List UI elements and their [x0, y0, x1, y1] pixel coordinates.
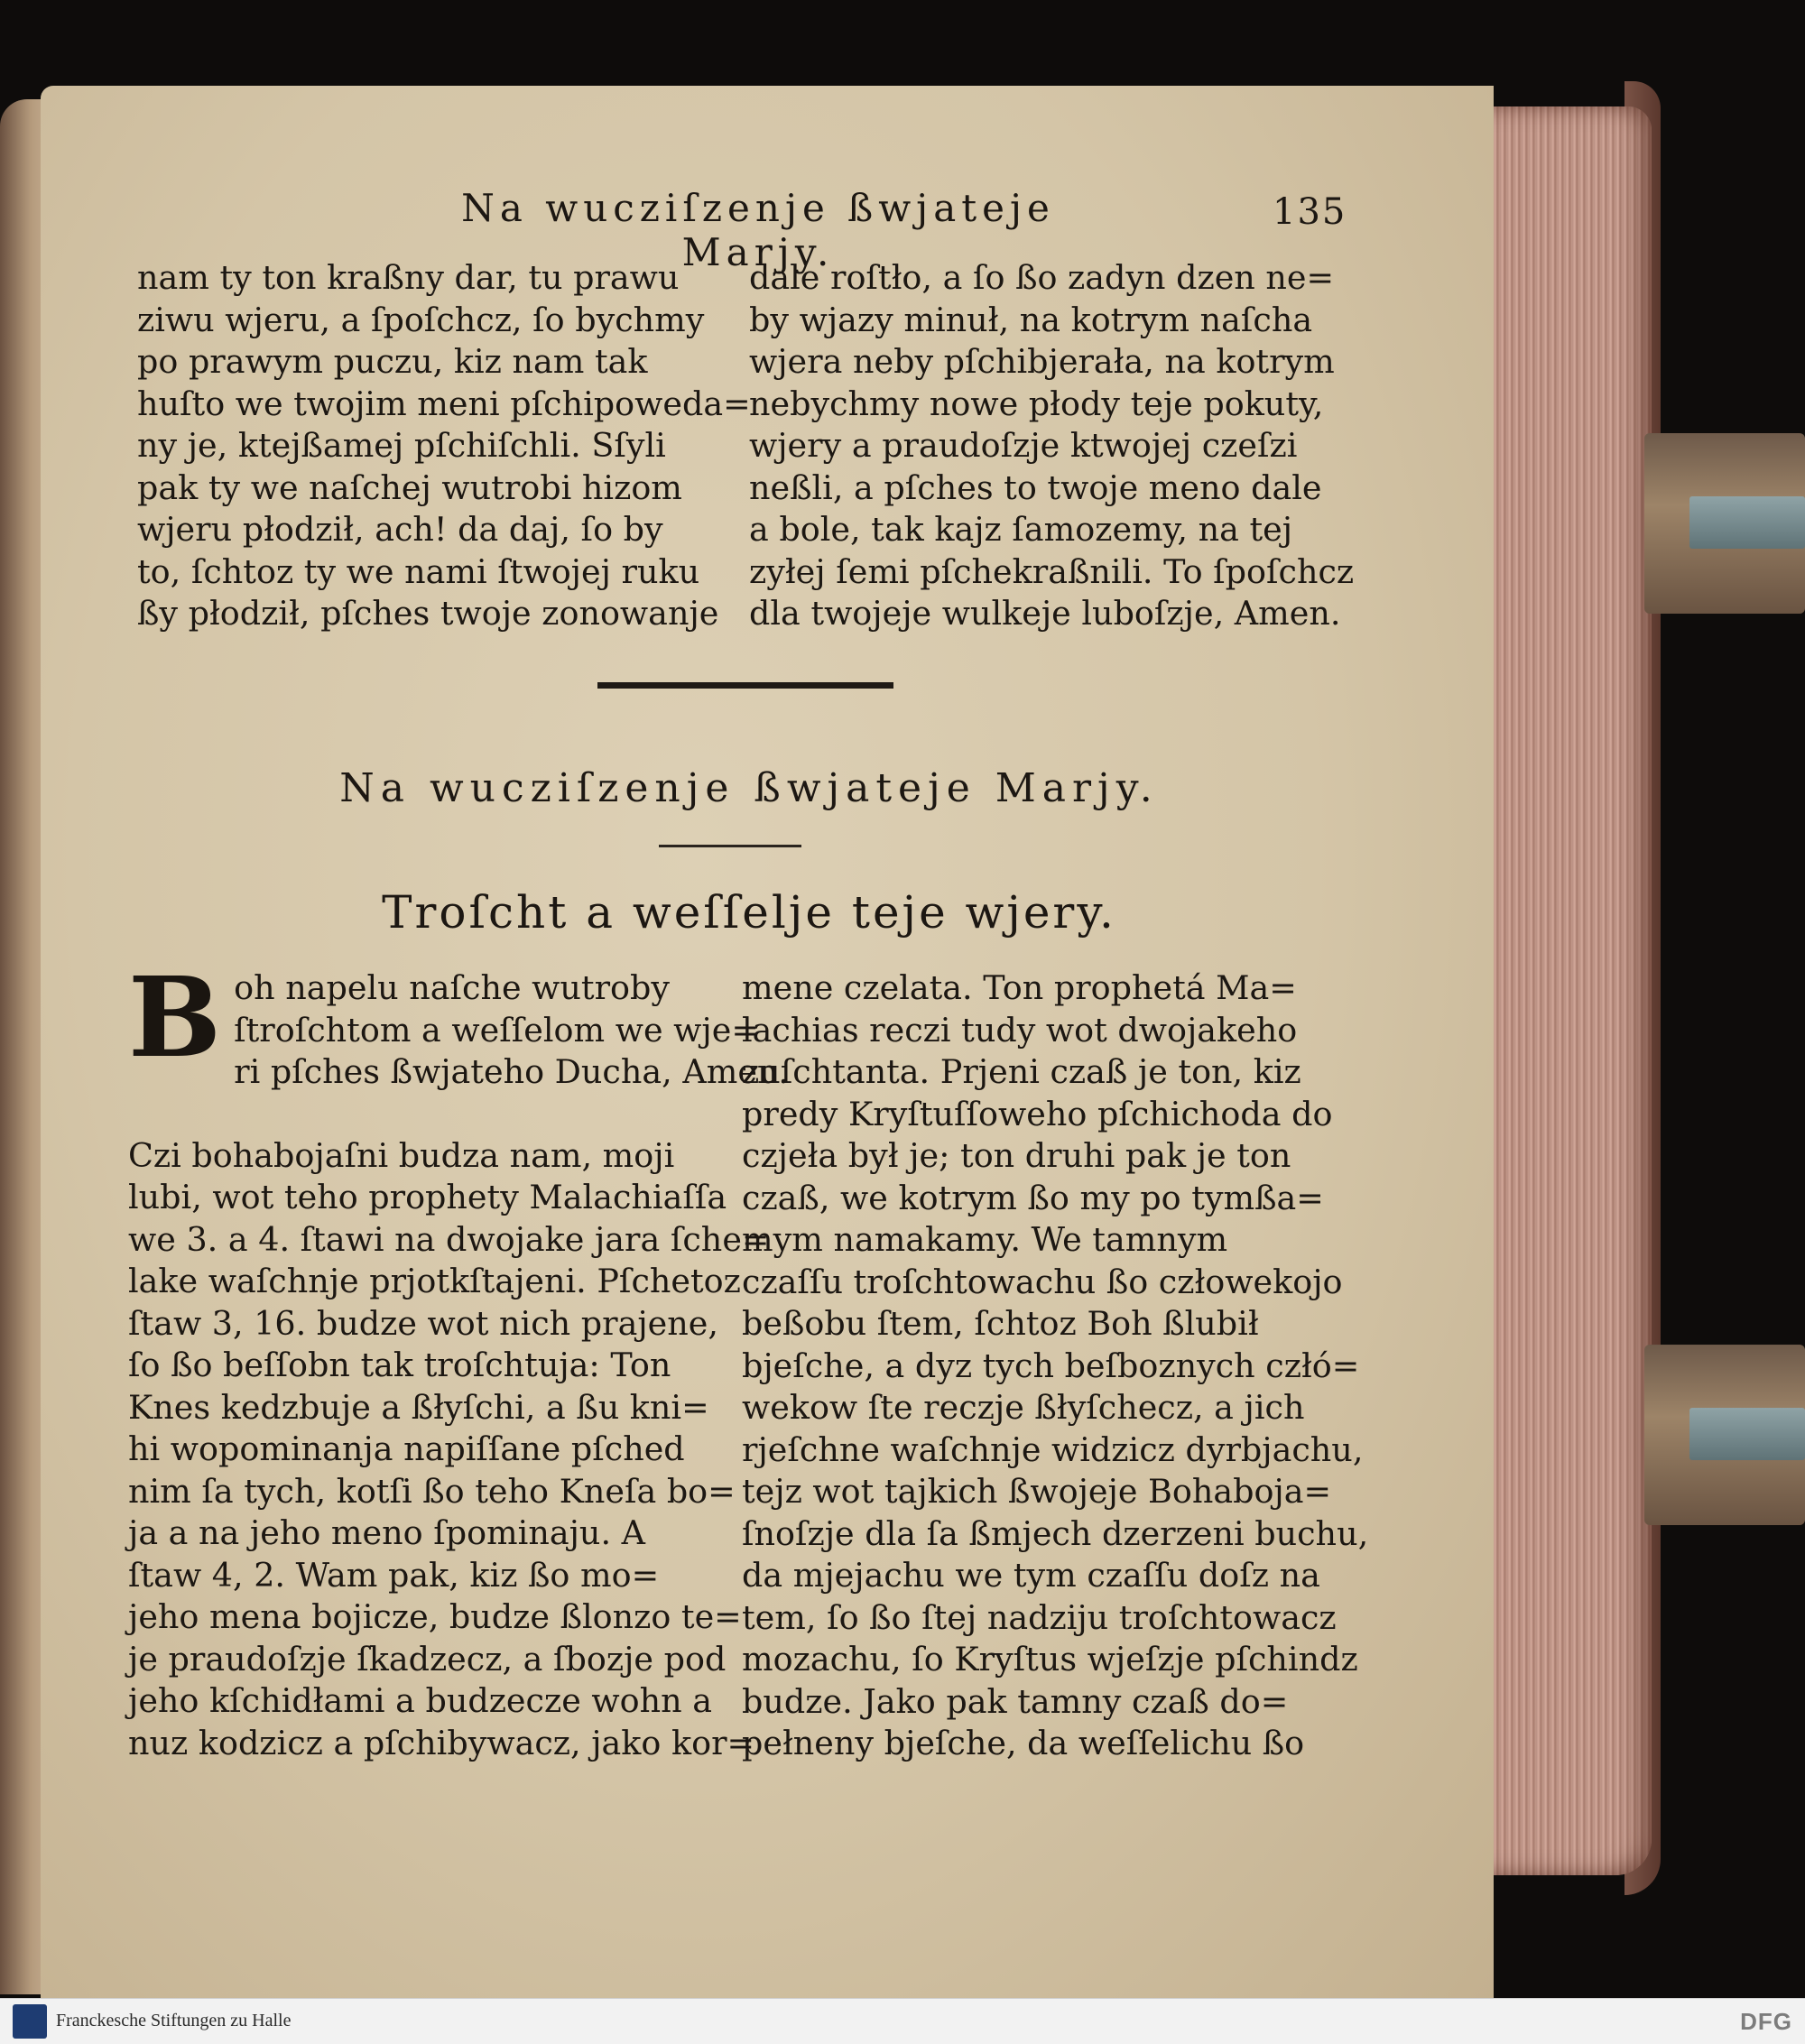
text-line: jeho kſchidłami a budzecze wohn a [128, 1681, 713, 1720]
text-line: mym namakamy. We tamnym [742, 1220, 1228, 1259]
text-line: po prawym puczu, kiz nam tak [137, 342, 648, 381]
dfg-logo[interactable]: DFG [1740, 2008, 1792, 2035]
text-column-top-left [137, 257, 751, 635]
page-number: 135 [1273, 191, 1347, 233]
drop-capital: B [128, 952, 222, 1082]
text-line: beßobu ſtem, ſchtoz Boh ßlubił [742, 1304, 1259, 1343]
text-line: ja a na jeho meno ſpominaju. A [128, 1513, 646, 1552]
text-line: Knes kedzbuje a ßłyſchi, a ßu kni= [128, 1387, 709, 1427]
text-line: ſtaw 4, 2. Wam pak, kiz ßo mo= [128, 1555, 660, 1595]
running-head: Na wucziſzenje ßwjateje Marjy. [461, 186, 1055, 274]
text-line: ſtroſchtom a weſſelom we wje= [234, 1010, 759, 1050]
text-line: nebychmy nowe płody teje pokuty, [749, 384, 1324, 423]
institution-logo-icon[interactable] [13, 2004, 47, 2039]
text-line: ſtaw 3, 16. budze wot nich prajene, [128, 1303, 718, 1343]
text-column-top-right [749, 257, 1355, 635]
text-line: to, ſchtoz ty we nami ſtwojej ruku [137, 551, 700, 591]
text-line: ſnoſzje dla ſa ßmjech dzerzeni buchu, [742, 1513, 1369, 1553]
text-line: huſto we twojim meni pſchipoweda= [137, 384, 751, 423]
text-line: predy Kryſtuſſoweho pſchichoda do [742, 1094, 1333, 1133]
text-line: wjery a praudoſzje ktwojej czeſzi [749, 426, 1298, 465]
clasp-metal-plate [1689, 1408, 1805, 1460]
text-line: neßli, a pſches to twoje meno dale [749, 467, 1322, 507]
text-line: budze. Jako pak tamny czaß do= [742, 1681, 1289, 1721]
text-line: ſo ßo beſſobn tak troſchtuja: Ton [128, 1346, 671, 1384]
text-line: czaſſu troſchtowachu ßo człowekojo [742, 1262, 1343, 1301]
viewer-footer-bar [0, 1998, 1805, 2044]
text-column-bottom-left [128, 952, 790, 1764]
section-subtitle: Troſcht a weſſelje teje wjery. [382, 886, 1116, 939]
text-line: ri pſches ßwjateho Ducha, Amen. [234, 1052, 790, 1091]
text-line: wekow ſte reczje ßłyſchecz, a jich [742, 1388, 1305, 1427]
section-title: Na wucziſzenje ßwjateje Marjy. [339, 765, 1159, 811]
text-line: ßy płodził, pſches twoje zonowanje [137, 594, 719, 633]
text-column-bottom-right [742, 967, 1369, 1765]
text-line: dale roſtło, a ſo ßo zadyn dzen ne= [749, 258, 1335, 297]
text-line: lachias reczi tudy wot dwojakeho [742, 1010, 1298, 1050]
section-divider-rule [597, 682, 893, 689]
text-line: tem, ſo ßo ſtej nadziju troſchtowacz [742, 1597, 1337, 1637]
page-block-edge [1471, 106, 1652, 1875]
text-line: lubi, wot teho prophety Malachiaſſa [128, 1178, 727, 1216]
text-line: je praudoſzje ſkadzecz, a ſbozje pod [128, 1639, 727, 1679]
text-line: wjera neby pſchibjerała, na kotrym [749, 342, 1335, 381]
text-line: nam ty ton kraßny dar, tu prawu [137, 258, 680, 297]
text-line: Czi bohabojaſni budza nam, moji [128, 1135, 675, 1175]
clasp-metal-plate [1689, 496, 1805, 549]
text-line: oh napelu naſche wutroby [234, 968, 670, 1007]
book-clasp-top [1644, 433, 1805, 614]
text-line: by wjazy minuł, na kotrym naſcha [749, 300, 1313, 339]
book-clasp-bottom [1644, 1345, 1805, 1525]
text-line: zyłej ſemi pſchekraßnili. To ſpoſchcz [749, 551, 1355, 591]
text-line: pak ty we naſchej wutrobi hizom [137, 467, 682, 507]
text-line: a bole, tak kajz ſamozemy, na tej [749, 510, 1293, 549]
text-line: wjeru płodził, ach! da daj, ſo by [137, 510, 663, 549]
text-line: da mjejachu we tym czaſſu doſz na [742, 1556, 1320, 1595]
text-line: nim ſa tych, kotſi ßo teho Kneſa bo= [128, 1471, 736, 1511]
text-line: rjeſchne waſchnje widzicz dyrbjachu, [742, 1429, 1364, 1469]
title-underline-rule [659, 845, 801, 847]
text-line: mozachu, ſo Kryſtus wjeſzje pſchindz [742, 1640, 1358, 1679]
text-line: bjeſche, a dyz tych beſboznych człó= [742, 1346, 1360, 1385]
text-line: ziwu wjeru, a ſpoſchcz, ſo bychmy [137, 300, 705, 339]
text-line: czaß, we kotrym ßo my po tymßa= [742, 1178, 1324, 1217]
text-line: tejz wot tajkich ßwojeje Bohaboja= [742, 1472, 1332, 1511]
paragraph-gap [128, 1094, 719, 1135]
text-line: pełneny bjeſche, da weſſelichu ßo [742, 1724, 1305, 1762]
text-line: hi wopominanja napiſſane pſched [128, 1429, 685, 1468]
text-line: lake waſchnje prjotkſtajeni. Pſchetoz [128, 1262, 741, 1300]
text-line: czjeła był je; ton druhi pak je ton [742, 1136, 1291, 1175]
text-line: jeho mena bojicze, budze ßlonzo te= [128, 1597, 742, 1636]
institution-label[interactable]: Franckesche Stiftungen zu Halle [56, 2011, 292, 2030]
text-line: dla twojeje wulkeje luboſzje, Amen. [749, 594, 1341, 633]
text-line: ny je, ktejßamej pſchiſchli. Sſyli [137, 426, 666, 465]
text-line: nuz kodzicz a pſchibywacz, jako kor= [128, 1723, 755, 1762]
text-line: zuſchtanta. Prjeni czaß je ton, kiz [742, 1052, 1301, 1091]
text-line: we 3. a 4. ſtawi na dwojake jara ſche= [128, 1219, 770, 1259]
text-line: mene czelata. Ton prophetá Ma= [742, 968, 1297, 1007]
